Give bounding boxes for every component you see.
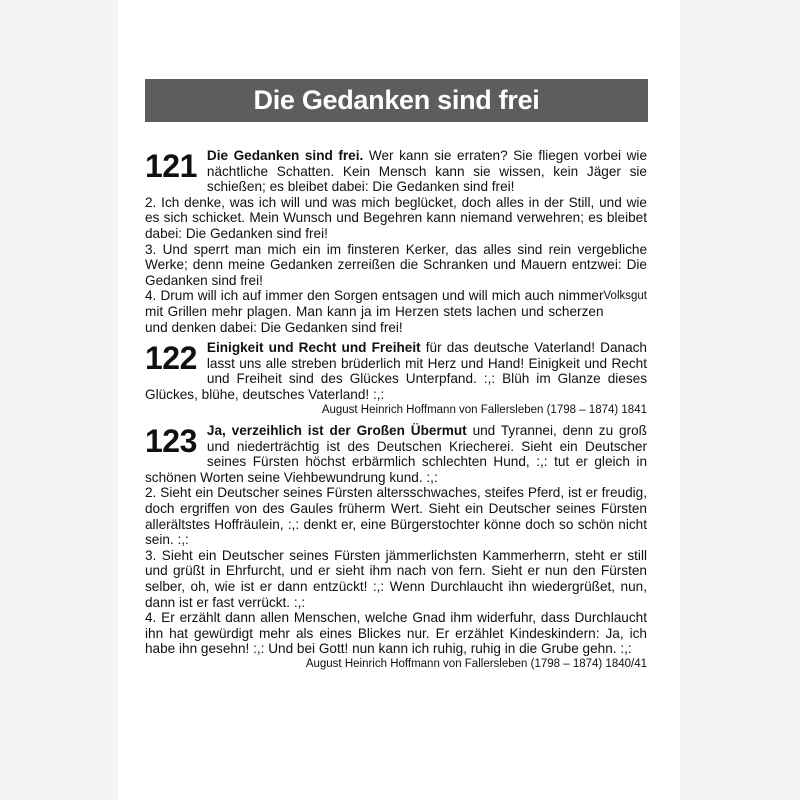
verse-4 [145, 288, 647, 335]
verse-text: Wer kann sie erraten? Sie fliegen vorbei wie nächtliche Schatten. Kein Mensch kann sie wissen, kein Jäger sie schießen; es bleibet dabei: Die Gedanken sind frei! [206, 148, 648, 195]
song-121 [145, 148, 647, 335]
song-122 [145, 340, 647, 418]
verse-2: 2. Sieht ein Deutscher seines Fürsten altersschwaches, steifes Pferd, ist er freudig, doch ergriffen von des Gaules früherm Wert. Sieht ein Deutscher seines Fürsten allerältstes Hoffräulein, :,: denkt er, eine Bürgerstochter könne doch so schön nicht sein. :,: [145, 485, 647, 548]
song-credit: August Heinrich Hoffmann von Fallersleben (1798 – 1874) 1840/41 [305, 658, 647, 670]
verse-2: 2. Ich denke, was ich will und was mich beglücket, doch alles in der Still, und wie es sich schicket. Mein Wunsch und Begehren kann niemand verwehren; es bleibet dabei: Die Gedanken sind frei! [145, 194, 647, 241]
song-credit: August Heinrich Hoffmann von Fallersleben (1798 – 1874) 1841 [321, 403, 647, 416]
song-123 [145, 423, 647, 673]
verse-3: 3. Sieht ein Deutscher seines Fürsten jämmerlichsten Kammerherrn, steht er still und grüßt in Ehrfurcht, und er sieht ihm nach von fern. Sieht er nun den Fürsten selber, oh, wie ist er dann entzückt! :,: Wenn Durchlaucht ihn wiedergrüßet, nun, dann ist er fast verrückt. :,: [145, 547, 647, 610]
song-number: 121 [145, 148, 197, 184]
verse-1 [145, 148, 647, 195]
verse-1 [145, 423, 647, 485]
verse-text: und Tyrannei, denn zu groß und niederträchtig ist des Deutschen Kriecherei. Sieht ein Deutscher seines Fürsten höchst erbärmlich schlechten Hund, :,: tut er gleich in schönen Worten seine Viehbewundrung kund. :,: [145, 423, 647, 485]
verse-3: 3. Und sperrt man mich ein im finsteren Kerker, das alles sind rein vergebliche Werke; denn meine Gedanken zerreißen die Schranken und Mauern entzwei: Die Gedanken sind frei! [145, 241, 647, 288]
song-list [145, 148, 647, 673]
verse-text: für das deutsche Vaterland! Danach lasst uns alle streben brüderlich mit Herz und Hand! Einigkeit und Recht und Freiheit sind des Glückes Unterpfand. :,: Blüh im Glanze dieses Glückes, blühe, deutsches Vaterland! :,: [145, 340, 647, 402]
verse-4: 4. Er erzählt dann allen Menschen, welche Gnad ihm widerfuhr, dass Durchlaucht ihn hat gewürdigt mehr als eines Blickes nur. Er erzählet Kindeskindern: Ja, ich habe ihn gesehn! :,: Und bei Gott! nun kann ich ruhig, ruhig in die Grube gehn. :,: [145, 610, 647, 657]
song-title: Einigkeit und Recht und Freiheit [206, 340, 421, 356]
song-title: Die Gedanken sind frei. [206, 148, 364, 163]
song-number: 122 [145, 340, 197, 377]
page-title: Die Gedanken sind frei [145, 79, 648, 122]
song-number: 123 [145, 423, 197, 460]
song-credit: Volksgut [603, 290, 647, 303]
verse-1 [145, 340, 647, 402]
verse-text: 4. Drum will ich auf immer den Sorgen entsagen und will mich auch nimmer mit Grillen mehr plagen. Man kann ja im Herzen stets lachen und scherzen und denken dabei: Die Gedanken sind frei! [145, 288, 604, 335]
song-title: Ja, verzeihlich ist der Großen Übermut [206, 423, 467, 439]
